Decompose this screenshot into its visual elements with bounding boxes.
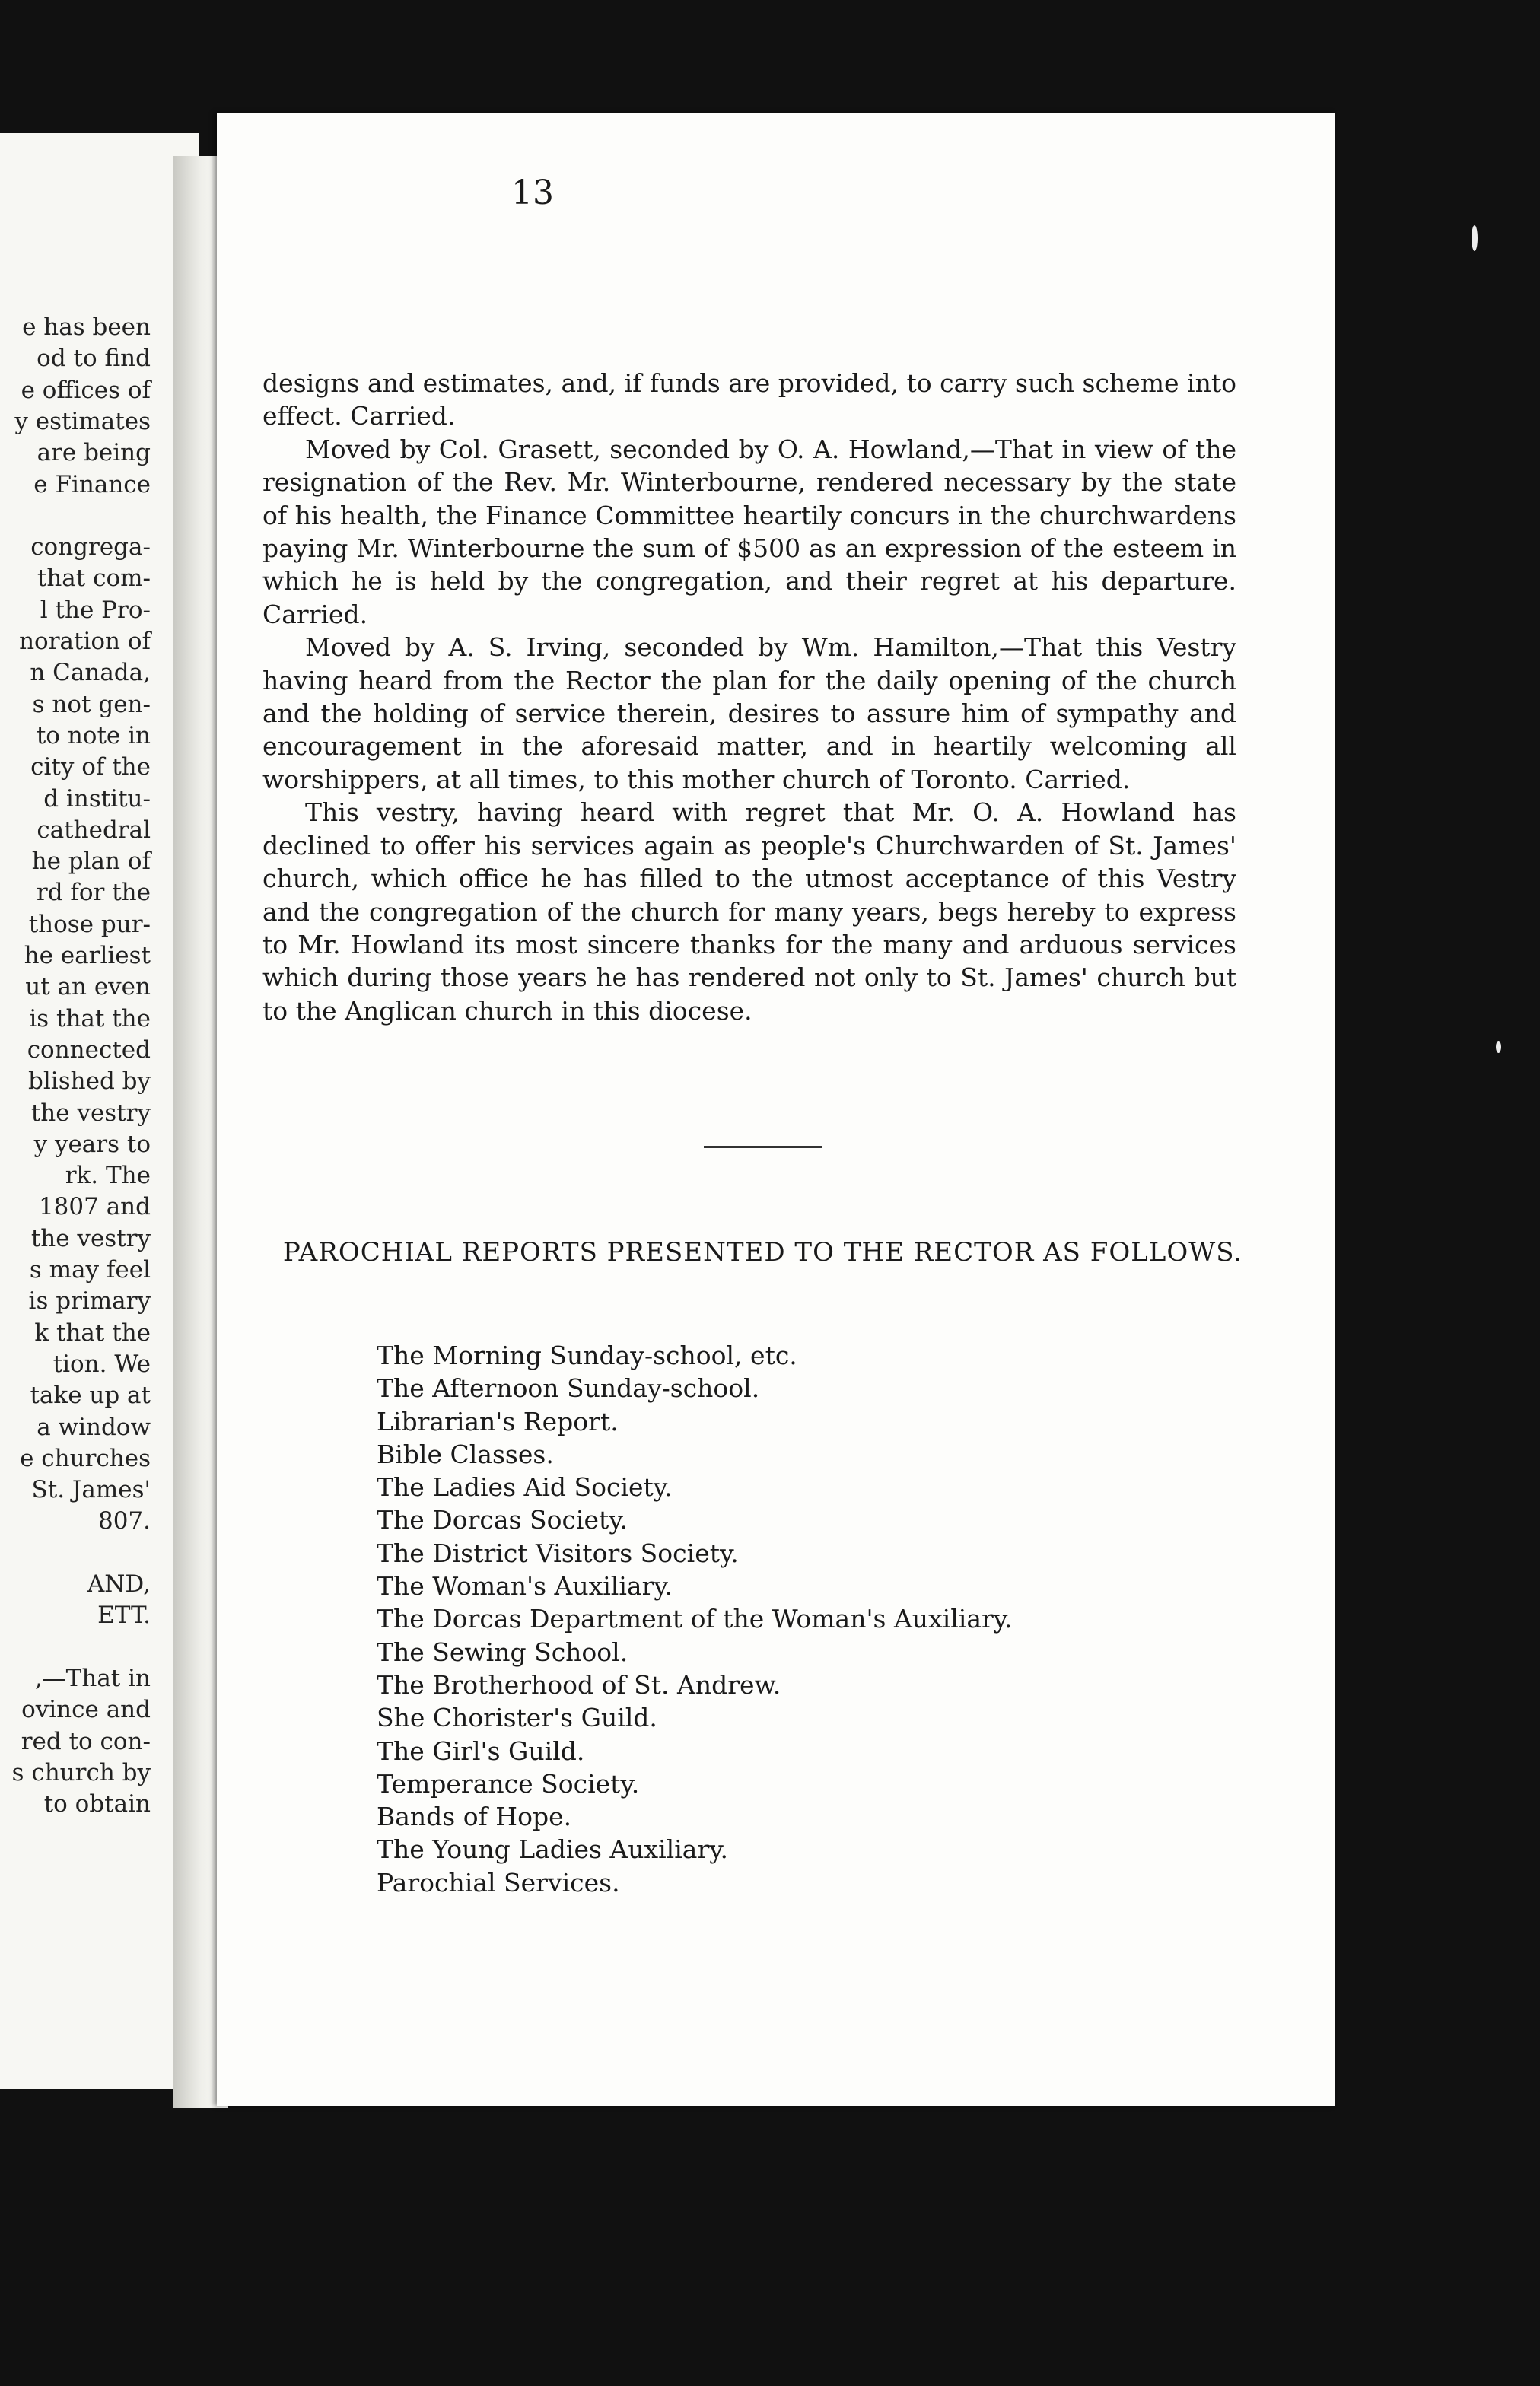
left-page-line: s church by: [11, 1758, 151, 1786]
paragraph-howland-thanks: This vestry, having heard with regret that Mr. O. A. Howland has declined to offer his services again as people's Churchwarden of St. James' church, which office he has filled to the utmost acceptance of this Vestry and the congregation of the church for many years, begs hereby to express to Mr. Howland its most sincere thanks for the many and arduous services which during those years he has rendered not only to St. James' church but to the Anglican church in this diocese.: [262, 797, 1236, 1026]
left-page-line: red to con-: [21, 1727, 151, 1755]
list-item: Parochial Services.: [377, 1867, 620, 1898]
left-page-line: to note in: [36, 721, 151, 749]
list-item: The Brotherhood of St. Andrew.: [377, 1669, 781, 1700]
section-divider: [704, 1146, 822, 1148]
list-item: The Ladies Aid Society.: [377, 1472, 673, 1503]
left-page-line: those pur-: [28, 910, 151, 938]
reports-list: [377, 1339, 1013, 1899]
paragraph-grasett-motion: Moved by Col. Grasett, seconded by O. A. Howland,—That in view of the resignation of the Rev. Mr. Winterbourne, rendered necessary by the state of his health, the Finance Committee heartily concurs in the churchwardens paying Mr. Winterbourne the sum of $500 as an expression of the esteem in which he is held by the congregation, and their regret at his departure. Carried.: [262, 434, 1236, 629]
list-item: The Morning Sunday-school, etc.: [377, 1341, 797, 1370]
left-page-line: noration of: [19, 628, 151, 655]
left-page-line: congrega-: [30, 533, 151, 562]
list-item: The Afternoon Sunday-school.: [377, 1373, 760, 1404]
left-page-line: s may feel: [29, 1256, 151, 1284]
left-page-fragment: [0, 133, 199, 2089]
left-page-line: l the Pro-: [40, 596, 151, 624]
paragraph-continuation: designs and estimates, and, if funds are provided, to carry such scheme into effect. Carried.: [262, 368, 1236, 431]
left-page-line: he plan of: [31, 848, 151, 876]
left-page-line: the vestry: [30, 1099, 151, 1127]
left-page-line: city of the: [30, 753, 151, 781]
left-page-line: e has been: [22, 313, 151, 341]
left-page-line: he earliest: [24, 942, 151, 969]
left-page-line: e offices of: [21, 376, 151, 404]
paragraph-irving-motion: Moved by A. S. Irving, seconded by Wm. Hamilton,—That this Vestry having heard from the Rector the plan for the daily opening of the church and the holding of service therein, desires to assure him of sympathy and encouragement in the aforesaid matter, and in heartily welcoming all worshippers, at all times, to this mother church of Toronto. Carried.: [262, 632, 1236, 794]
list-item: The Woman's Auxiliary.: [377, 1571, 673, 1602]
left-page-line: ovince and: [21, 1696, 151, 1724]
section-heading: PAROCHIAL REPORTS PRESENTED TO THE RECTOR AS FOLLOWS.: [282, 1237, 1243, 1268]
left-page-line: ,—That in: [34, 1664, 151, 1692]
left-page-line: ETT.: [97, 1602, 151, 1630]
left-page-line: y estimates: [14, 407, 151, 435]
left-page-line: take up at: [30, 1382, 151, 1410]
page-number: 13: [511, 173, 554, 212]
left-page-line: y years to: [33, 1130, 151, 1158]
left-page-line: are being: [37, 439, 151, 467]
list-item: The Girl's Guild.: [377, 1735, 585, 1766]
left-page-line: the vestry: [30, 1224, 151, 1252]
left-page-line: that com-: [37, 565, 151, 593]
scan-speck: [1472, 225, 1478, 251]
left-page-line: AND,: [87, 1570, 151, 1598]
list-item: Librarian's Report.: [377, 1406, 619, 1436]
left-page-line: 1807 and: [38, 1193, 151, 1221]
list-item: She Chorister's Guild.: [377, 1703, 657, 1733]
left-page-line: rd for the: [36, 879, 151, 907]
left-page-line: rk. The: [65, 1162, 151, 1190]
left-page-line: 807.: [97, 1507, 151, 1535]
list-item: The Dorcas Society.: [377, 1505, 628, 1535]
list-item: Temperance Society.: [377, 1768, 640, 1799]
scan-speck: [1496, 1041, 1501, 1053]
left-page-line: s not gen-: [32, 690, 151, 718]
left-page-line: blished by: [28, 1067, 151, 1096]
left-page-line: d institu-: [43, 784, 151, 813]
left-page-line: cathedral: [37, 816, 151, 844]
left-page-line: a window: [37, 1413, 151, 1441]
left-page-line: e Finance: [33, 470, 151, 498]
minutes-text: [262, 367, 1236, 1027]
left-page-line: is primary: [28, 1287, 151, 1315]
list-item: Bands of Hope.: [377, 1802, 572, 1832]
left-page-line: od to find: [37, 345, 151, 373]
left-page-line: tion. We: [52, 1350, 151, 1378]
list-item: The Sewing School.: [377, 1637, 628, 1667]
left-page-line: to obtain: [43, 1790, 151, 1818]
left-page-line: k that the: [34, 1319, 151, 1347]
left-page-line: e churches: [20, 1444, 151, 1472]
list-item: The District Visitors Society.: [377, 1538, 739, 1568]
left-page-line: connected: [27, 1036, 151, 1064]
left-page-line: is that the: [29, 1004, 151, 1032]
left-page-line: ut an even: [25, 973, 151, 1001]
left-page-line: St. James': [31, 1476, 151, 1504]
left-page-line: n Canada,: [30, 659, 151, 687]
list-item: The Dorcas Department of the Woman's Auxiliary.: [377, 1604, 1013, 1634]
list-item: The Young Ladies Auxiliary.: [377, 1834, 728, 1865]
list-item: Bible Classes.: [377, 1439, 554, 1469]
